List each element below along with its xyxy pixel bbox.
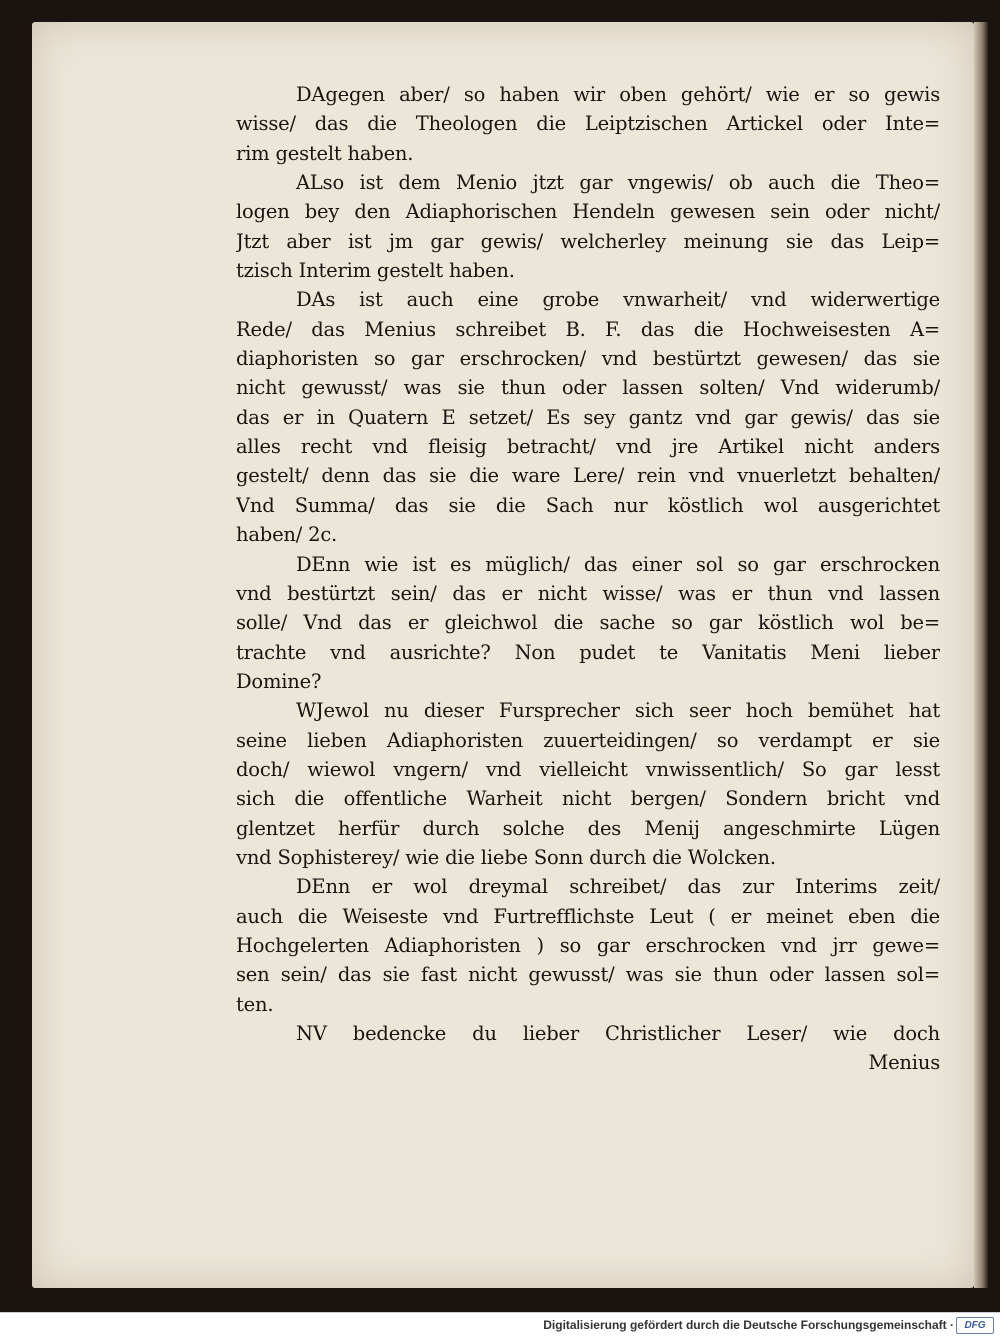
text-line: das er in Quatern E setzet/ Es sey gantz vnd gar gewis/ das sie: [236, 405, 940, 429]
text-line: ten.: [236, 992, 274, 1016]
text-line: trachte vnd ausrichte? Non pudet te Vanitatis Meni lieber: [236, 640, 940, 664]
dfg-logo: DFG: [956, 1317, 994, 1334]
text-line: sich die offentliche Warheit nicht bergen/ Sondern bricht vnd: [236, 787, 940, 811]
text-line: nicht gewusst/ was sie thun oder lassen solten/ Vnd widerumb/: [236, 376, 940, 400]
text-line: Vnd Summa/ das sie die Sach nur köstlich wol ausgerichtet: [236, 493, 940, 517]
text-line: Jtzt aber ist jm gar gewis/ welcherley meinung sie das Leip=: [236, 229, 940, 253]
text-line: wisse/ das die Theologen die Leiptzischen Artickel oder Inte=: [236, 112, 940, 136]
text-line: Hochgelerten Adiaphoristen ) so gar erschrocken vnd jrr gewe=: [236, 933, 940, 957]
text-line: Menius: [868, 1051, 940, 1075]
text-line: Rede/ das Menius schreibet B. F. das die Hochweisesten A=: [236, 317, 940, 341]
text-line: solle/ Vnd das er gleichwol die sache so gar köstlich wol be=: [236, 611, 940, 635]
digitization-credit: Digitalisierung gefördert durch die Deutsche Forschungsgemeinschaft ·: [543, 1318, 954, 1332]
text-line: sen sein/ das sie fast nicht gewusst/ was sie thun oder lassen sol=: [236, 963, 940, 987]
text-line: vnd Sophisterey/ wie die liebe Sonn durch die Wolcken.: [236, 845, 776, 869]
text-line: DAs ist auch eine grobe vnwarheit/ vnd widerwertige: [296, 288, 940, 312]
text-line: DEnn wie ist es müglich/ das einer sol so gar erschrocken: [296, 552, 940, 576]
page-edge: [974, 22, 988, 1288]
text-line: tzisch Interim gestelt haben.: [236, 259, 515, 283]
text-line: glentzet herfür durch solche des Menij angeschmirte Lügen: [236, 816, 940, 840]
text-line: WJewol nu dieser Fursprecher sich seer hoch bemühet hat: [296, 699, 940, 723]
text-line: rim gestelt haben.: [236, 141, 414, 165]
text-line: NV bedencke du lieber Christlicher Leser/ wie doch: [296, 1022, 940, 1045]
text-line: ALso ist dem Menio jtzt gar vngewis/ ob auch die Theo=: [296, 171, 940, 195]
text-line: diaphoristen so gar erschrocken/ vnd bestürtzt gewesen/ das sie: [236, 347, 940, 371]
text-line: DEnn er wol dreymal schreibet/ das zur Interims zeit/: [296, 875, 940, 899]
text-line: auch die Weiseste vnd Furtrefflichste Leut ( er meinet eben die: [236, 904, 940, 928]
text-line: alles recht vnd fleisig betracht/ vnd jre Artikel nicht anders: [236, 435, 940, 459]
text-line: vnd bestürtzt sein/ das er nicht wisse/ was er thun vnd lassen: [236, 581, 940, 605]
footer-bar: [0, 1312, 1000, 1337]
text-line: gestelt/ denn das sie die ware Lere/ rein vnd vnuerletzt behalten/: [236, 464, 940, 488]
page-text: [236, 80, 940, 1078]
text-line: logen bey den Adiaphorischen Hendeln gewesen sein oder nicht/: [236, 200, 940, 224]
text-line: Domine?: [236, 669, 322, 693]
text-line: haben/ 2c.: [236, 523, 338, 547]
text-line: doch/ wiewol vngern/ vnd vielleicht vnwissentlich/ So gar lesst: [236, 757, 940, 781]
text-line: seine lieben Adiaphoristen zuuerteidingen/ so verdampt er sie: [236, 728, 940, 752]
text-line: DAgegen aber/ so haben wir oben gehört/ wie er so gewis: [296, 83, 940, 106]
